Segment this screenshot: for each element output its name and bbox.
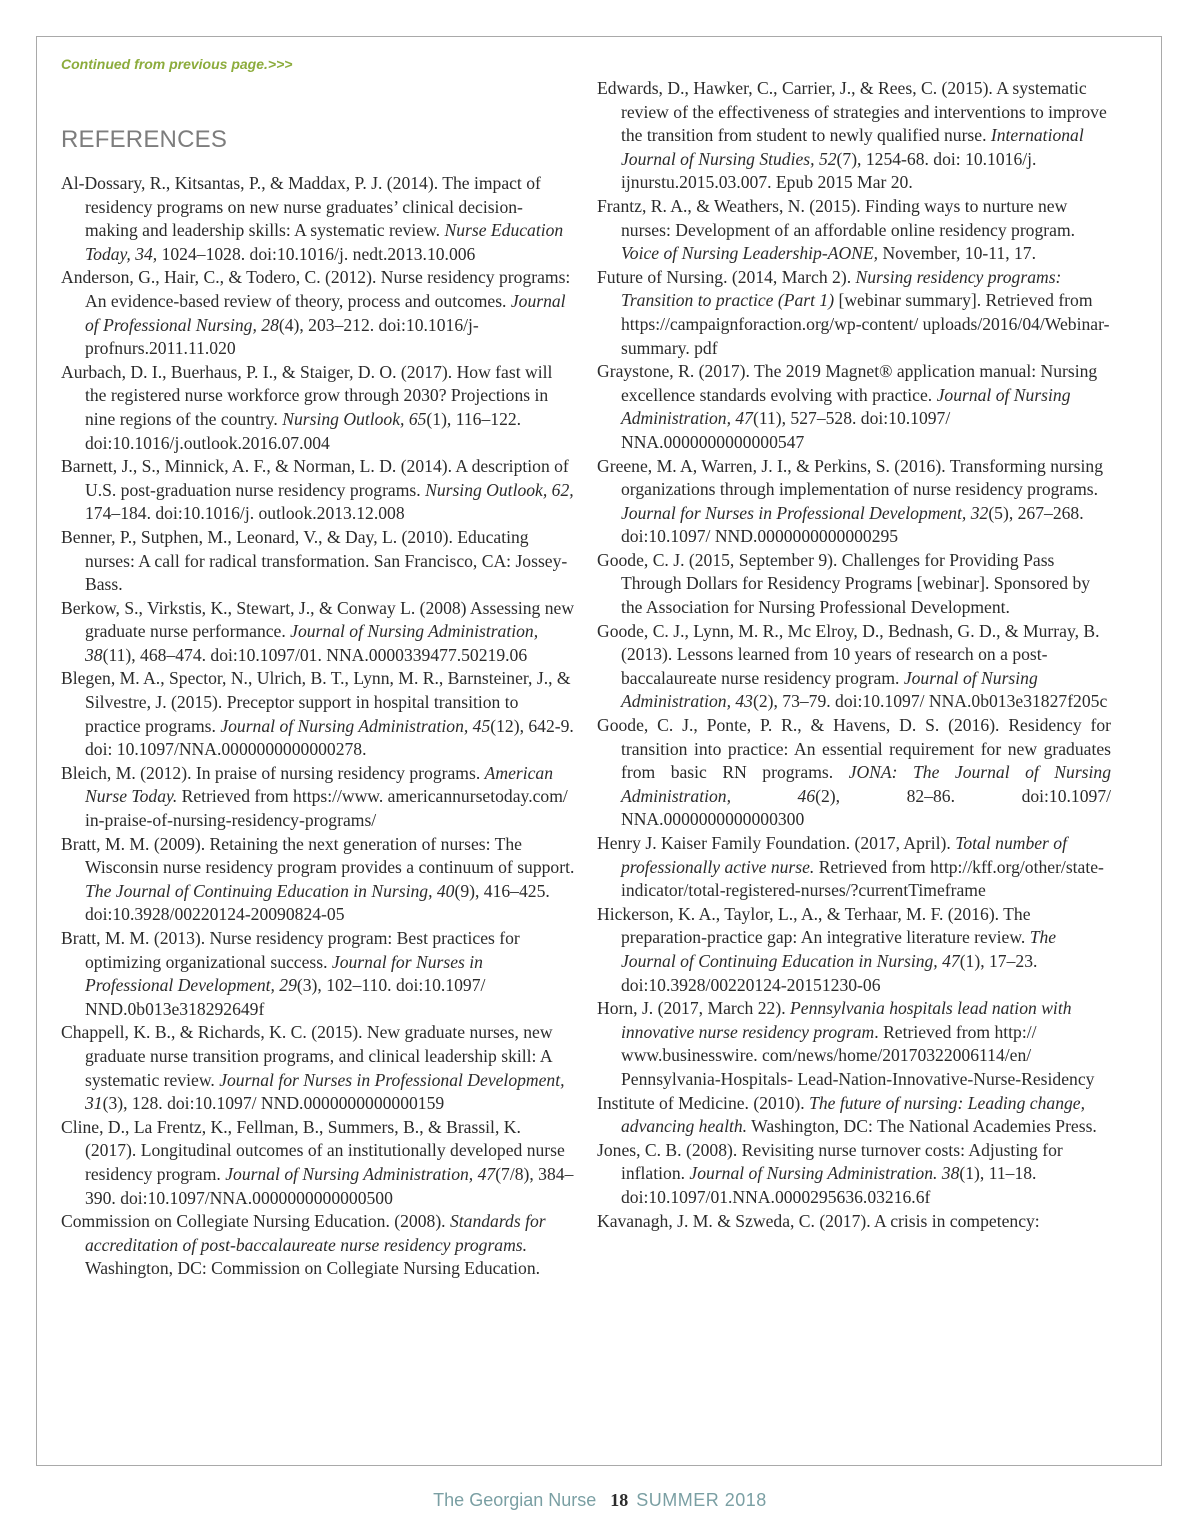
reference-entry: Bratt, M. M. (2009). Retaining the next generation of nurses: The Wisconsin nurse residency program provides a continuum of support. The Journal of Continuing Education in Nursing, 40(9), 416–425. doi:10.3928/00220124-20090824-05 (61, 833, 575, 925)
reference-entry: Hickerson, K. A., Taylor, L., A., & Terhaar, M. F. (2016). The preparation-practice gap: An integrative literature review. The Journal of Continuing Education in Nursing, 47(1), 17–23. doi:10.3928/00220124-20151230-06 (597, 903, 1057, 995)
reference-entry: Cline, D., La Frentz, K., Fellman, B., Summers, B., & Brassil, K. (2017). Longitudinal outcomes of an institutionally developed nurse residency program. Journal of Nursing Administration, 47(7/8), 384–390. doi:10.1097/NNA.0000000000000500 (61, 1116, 574, 1208)
continued-note: Continued from previous page.>>> (61, 56, 293, 72)
reference-entry: Horn, J. (2017, March 22). Pennsylvania hospitals lead nation with innovative nurse residency program. Retrieved from http:// www.businesswire. com/news/home/20170322006114/en/ Pennsylvania-Hospitals- Lead-Nation-Innovative-Nurse-Residency (597, 998, 1095, 1089)
references-left-column (61, 172, 575, 1281)
reference-entry: Bleich, M. (2012). In praise of nursing residency programs. American Nurse Today. Retrieved from https://www. americannursetoday.com/ in-praise-of-nursing-residency-programs/ (61, 762, 568, 831)
references-right-column (597, 77, 1111, 1233)
reference-entry: Greene, M. A, Warren, J. I., & Perkins, S. (2016). Transforming nursing organizations through implementation of nurse residency programs. Journal for Nurses in Professional Development, 32(5), 267–268. doi:10.1097/ NND.0000000000000295 (597, 455, 1103, 547)
page-number: 18 (610, 1490, 629, 1510)
reference-entry: Chappell, K. B., & Richards, K. C. (2015). New graduate nurses, new graduate nurse transition programs, and clinical leadership skill: A systematic review. Journal for Nurses in Professional Development, 31(3), 128. doi:10.1097/ NND.0000000000000159 (61, 1022, 565, 1114)
publication-name: The Georgian Nurse (433, 1490, 597, 1510)
reference-entry: Bratt, M. M. (2013). Nurse residency program: Best practices for optimizing organizational success. Journal for Nurses in Professional Development, 29(3), 102–110. doi:10.1097/ NND.0b013e318292649f (61, 928, 520, 1019)
issue-label: SUMMER 2018 (636, 1490, 767, 1510)
reference-entry: Goode, C. J., Ponte, P. R., & Havens, D. S. (2016). Residency for transition into practice: An essential requirement for new graduates from basic RN programs. JONA: The Journal of Nursing Administration, 46(2), 82–86. doi:10.1097/ NNA.0000000000000300 (597, 715, 1112, 830)
reference-entry: Future of Nursing. (2014, March 2). Nursing residency programs: Transition to practice (Part 1) [webinar summary]. Retrieved from https://campaignforaction.org/wp-content/ uploads/2016/04/Webinar-summary. pdf (597, 266, 1110, 358)
reference-entry: Graystone, R. (2017). The 2019 Magnet® application manual: Nursing excellence standards evolving with practice. Journal of Nursing Administration, 47(11), 527–528. doi:10.1097/ NNA.0000000000000547 (597, 361, 1098, 452)
reference-entry: Anderson, G., Hair, C., & Todero, C. (2012). Nurse residency programs: An evidence-based review of theory, process and outcomes. Journal of Professional Nursing, 28(4), 203–212. doi:10.1016/j-profnurs.2011.11.020 (61, 267, 571, 359)
reference-entry: Aurbach, D. I., Buerhaus, P. I., & Staiger, D. O. (2017). How fast will the registered nurse workforce grow through 2030? Projections in nine regions of the country. Nursing Outlook, 65(1), 116–122. doi:10.1016/j.outlook.2016.07.004 (61, 361, 553, 453)
reference-entry: Goode, C. J., Lynn, M. R., Mc Elroy, D., Bednash, G. D., & Murray, B. (2013). Lessons learned from 10 years of research on a post-baccalaureate nurse residency program. Journal of Nursing Administration, 43(2), 73–79. doi:10.1097/ NNA.0b013e31827f205c (597, 620, 1108, 712)
reference-entry: Goode, C. J. (2015, September 9). Challenges for Providing Pass Through Dollars for Residency Programs [webinar]. Sponsored by the Association for Nursing Professional Development. (597, 549, 1091, 618)
reference-entry: Benner, P., Sutphen, M., Leonard, V., & Day, L. (2010). Educating nurses: A call for radical transformation. San Francisco, CA: Jossey-Bass. (61, 526, 568, 595)
reference-entry: Institute of Medicine. (2010). The future of nursing: Leading change, advancing health. Washington, DC: The National Academies Press. (597, 1092, 1097, 1137)
reference-entry: Kavanagh, J. M. & Szweda, C. (2017). A crisis in competency: (597, 1210, 1040, 1231)
reference-entry: Al-Dossary, R., Kitsantas, P., & Maddax, P. J. (2014). The impact of residency programs on new nurse graduates’ clinical decision-making and leadership skills: A systematic review. Nurse Education Today, 34, 1024–1028. doi:10.1016/j. nedt.2013.10.006 (61, 173, 564, 264)
page-footer (0, 1490, 1200, 1511)
reference-entry: Blegen, M. A., Spector, N., Ulrich, B. T., Lynn, M. R., Barnsteiner, J., & Silvestre, J. (2015). Preceptor support in hospital transition to practice programs. Journal of Nursing Administration, 45(12), 642-9. doi: 10.1097/NNA.0000000000000278. (61, 668, 574, 760)
reference-entry: Barnett, J., S., Minnick, A. F., & Norman, L. D. (2014). A description of U.S. post-graduation nurse residency programs. Nursing Outlook, 62, 174–184. doi:10.1016/j. outlook.2013.12.008 (61, 456, 574, 524)
reference-entry: Henry J. Kaiser Family Foundation. (2017, April). Total number of professionally active nurse. Retrieved from http://kff.org/other/state- indicator/total-registered-nurses/?currentTimeframe (597, 833, 1104, 901)
reference-entry: Commission on Collegiate Nursing Education. (2008). Standards for accreditation of post-baccalaureate nurse residency programs. Washington, DC: Commission on Collegiate Nursing Education. (61, 1211, 546, 1279)
reference-entry: Berkow, S., Virkstis, K., Stewart, J., & Conway L. (2008) Assessing new graduate nurse performance. Journal of Nursing Administration, 38(11), 468–474. doi:10.1097/01. NNA.0000339477.50219.06 (61, 597, 575, 665)
references-heading: REFERENCES (61, 126, 228, 153)
reference-entry: Jones, C. B. (2008). Revisiting nurse turnover costs: Adjusting for inflation. Journal of Nursing Administration. 38(1), 11–18. doi:10.1097/01.NNA.0000295636.03216.6f (597, 1139, 1063, 1207)
reference-entry: Frantz, R. A., & Weathers, N. (2015). Finding ways to nurture new nurses: Development of an affordable online residency program. Voice of Nursing Leadership-AONE, November, 10-11, 17. (597, 195, 1076, 264)
reference-entry: Edwards, D., Hawker, C., Carrier, J., & Rees, C. (2015). A systematic review of the effectiveness of strategies and interventions to improve the transition from student to newly qualified nurse. International Journal of Nursing Studies, 52(7), 1254-68. doi: 10.1016/j. ijnurstu.2015.03.007. Epub 2015 Mar 20. (597, 78, 1107, 193)
